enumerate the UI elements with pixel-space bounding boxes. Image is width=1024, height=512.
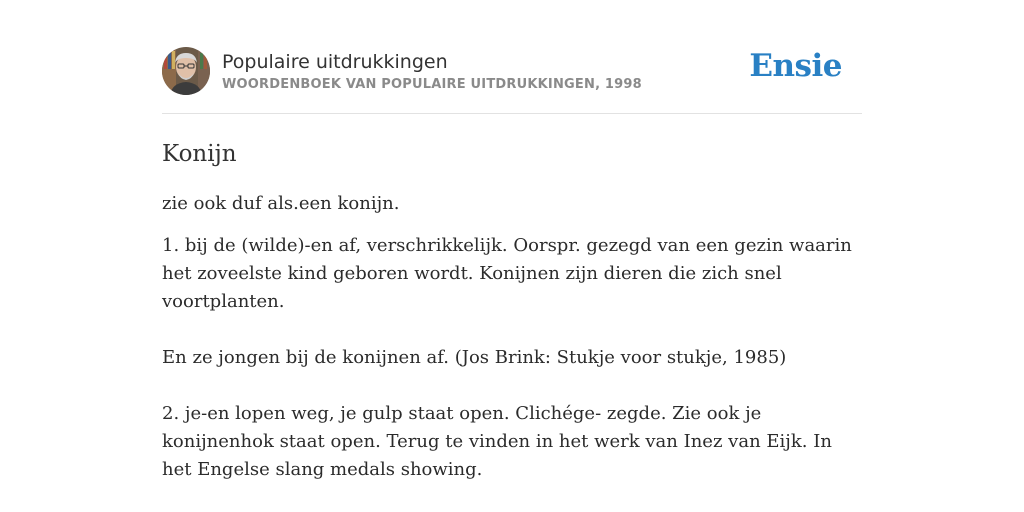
sense-1-text: 1. bij de (wilde)-en af, verschrikkelijk. Oorspr. gezegd van een gezin waarin het zoveelste kind geboren wordt. Konijnen zijn dieren die zich snel voortplanten. <box>162 235 852 312</box>
sense-2-text: 2. je-en lopen weg, je gulp staat open. Clichége- zegde. Zie ook je konijnenhok staat open. Terug te vinden in het werk van Inez van Eijk. In het Engelse slang medals showing. <box>162 403 832 480</box>
header-divider <box>162 113 862 114</box>
ensie-logo[interactable]: Ensie <box>749 48 842 84</box>
see-also-text: zie ook duf als.een konijn. <box>162 193 400 214</box>
author-portrait-icon <box>162 47 210 95</box>
source-info <box>222 50 642 92</box>
source-title[interactable]: Populaire uitdrukkingen <box>222 51 448 73</box>
source-header <box>162 46 862 96</box>
entry-body <box>162 190 862 484</box>
entry-headword: Konijn <box>162 141 237 167</box>
source-subtitle: WOORDENBOEK VAN POPULAIRE UITDRUKKINGEN, 1998 <box>222 77 642 92</box>
entry-card <box>162 46 862 484</box>
quote-text: En ze jongen bij de konijnen af. (Jos Brink: Stukje voor stukje, 1985) <box>162 347 787 368</box>
author-avatar[interactable] <box>162 47 210 95</box>
